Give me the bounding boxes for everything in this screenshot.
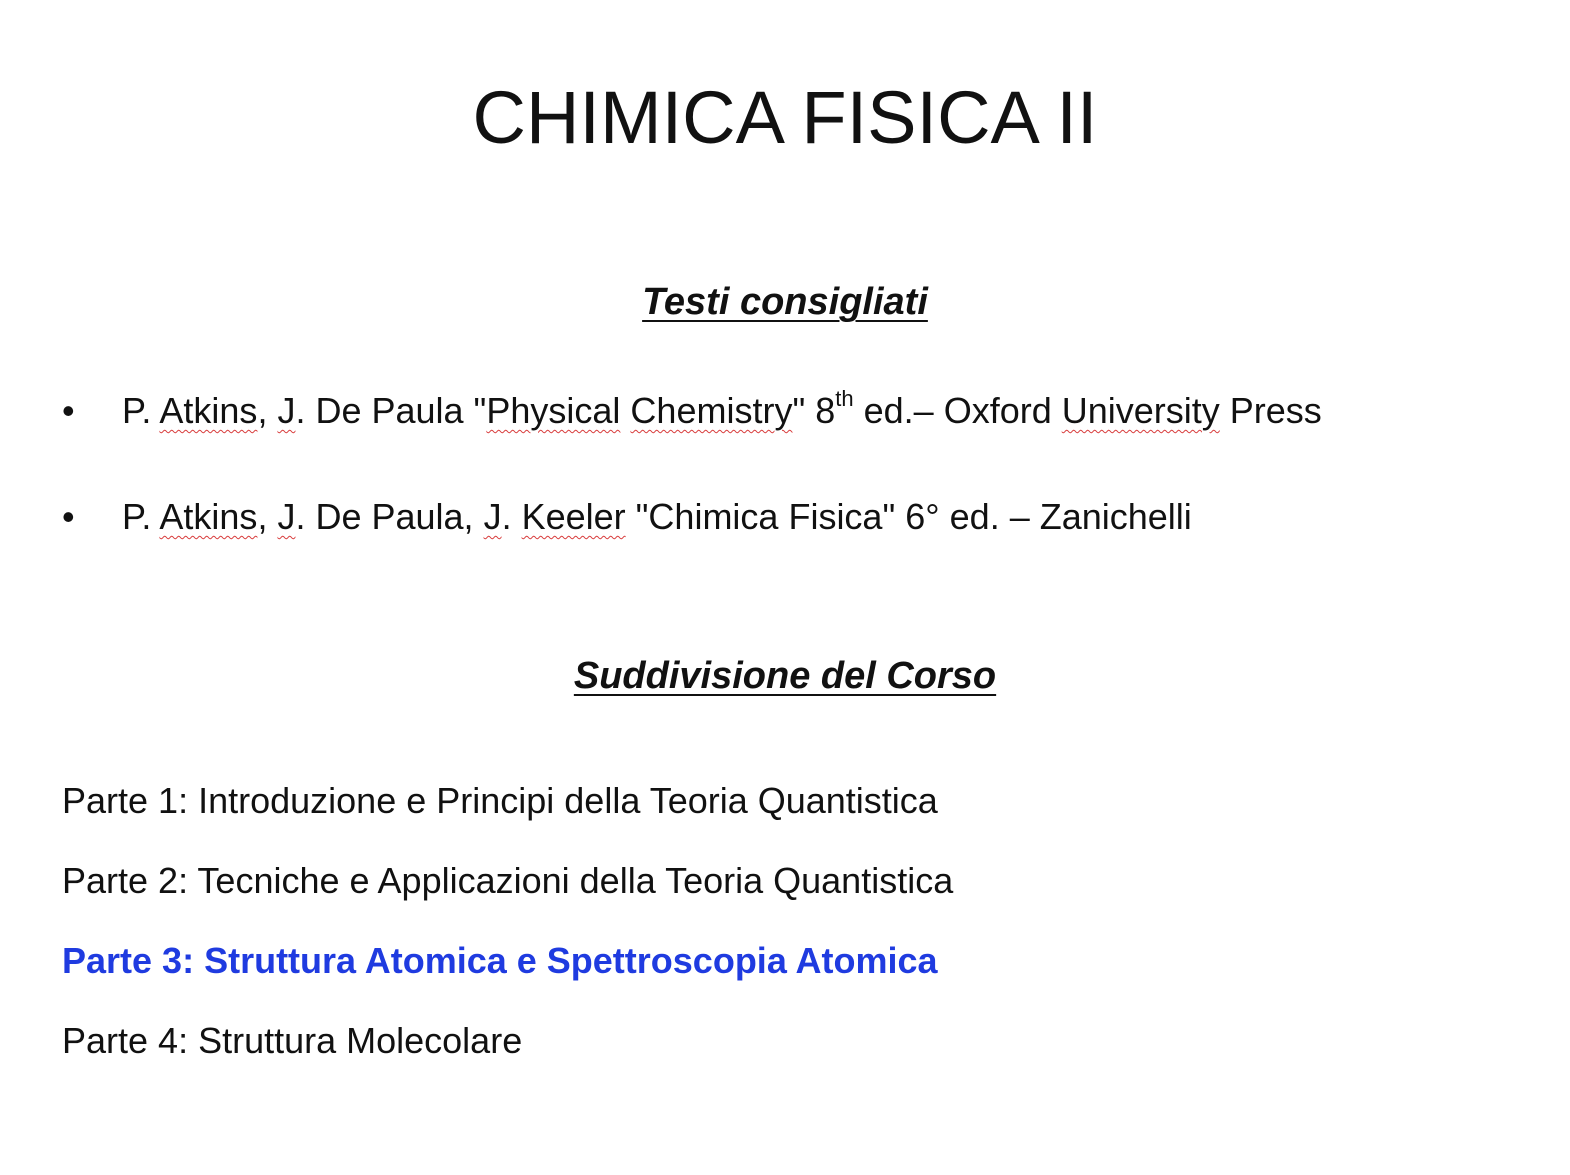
text-run: . <box>501 496 522 537</box>
bullet-icon: • <box>62 496 75 537</box>
course-part-4: Parte 4: Struttura Molecolare <box>62 1020 523 1061</box>
spellcheck-word: J <box>277 496 296 537</box>
spellcheck-word: Physical <box>486 390 621 431</box>
text-run: . De Paula, <box>295 496 484 537</box>
slide-title: CHIMICA FISICA II <box>472 76 1098 159</box>
book-text <box>122 388 1322 434</box>
text-run: ed.– Oxford <box>853 390 1062 431</box>
spellcheck-word: Chemistry <box>630 390 793 431</box>
spellcheck-word: J <box>483 496 502 537</box>
spellcheck-word: Atkins <box>159 496 258 537</box>
text-run: P. <box>122 390 160 431</box>
spellcheck-word: Atkins <box>159 390 258 431</box>
book-text <box>122 494 1192 540</box>
spellcheck-word: University <box>1061 390 1220 431</box>
bullet-icon: • <box>62 390 75 431</box>
text-run: " 8 <box>792 390 836 431</box>
spellcheck-word: Keeler <box>521 496 626 537</box>
spellcheck-word: J <box>277 390 296 431</box>
text-run: . De Paula " <box>295 390 487 431</box>
course-division-heading: Suddivisione del Corso <box>573 655 997 697</box>
text-run: P. <box>122 496 160 537</box>
course-part-2: Parte 2: Tecniche e Applicazioni della Teoria Quantistica <box>62 860 954 901</box>
recommended-texts-heading: Testi consigliati <box>642 281 928 323</box>
course-part-3-highlighted: Parte 3: Struttura Atomica e Spettroscopia Atomica <box>62 940 938 981</box>
text-run: "Chimica Fisica" 6° ed. – Zanichelli <box>625 496 1192 537</box>
course-part-1: Parte 1: Introduzione e Principi della Teoria Quantistica <box>62 780 938 821</box>
text-run: , <box>257 496 278 537</box>
text-run: , <box>257 390 278 431</box>
text-run <box>620 390 630 431</box>
edition-superscript: th <box>835 386 854 411</box>
text-run: Press <box>1219 390 1322 431</box>
